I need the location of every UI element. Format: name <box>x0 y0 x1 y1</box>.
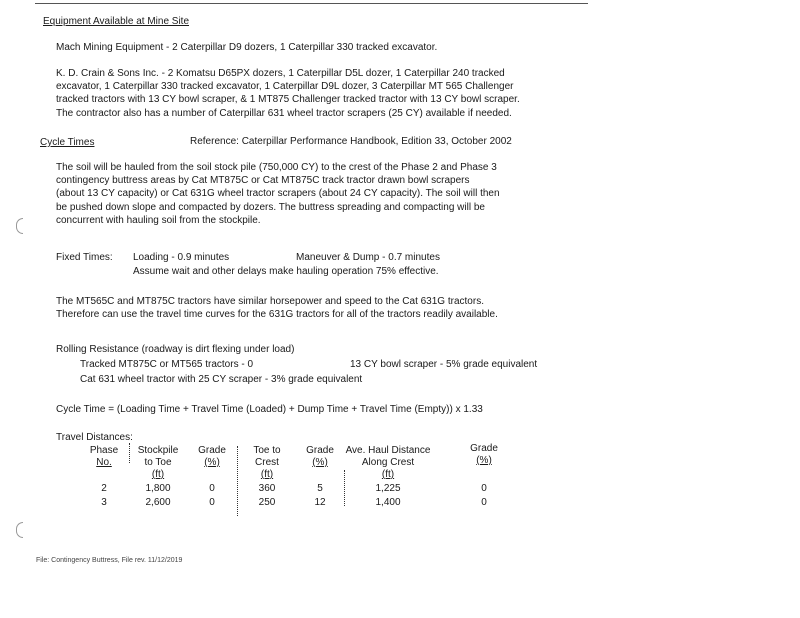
soil-line-2: contingency buttress areas by Cat MT875C or Cat MT875C track tractor drawn bowl scrapers <box>56 175 470 187</box>
table-cell: 0 <box>481 483 487 494</box>
top-rule <box>35 3 588 4</box>
table-header-toe-crest: Toe to Crest (ft) <box>253 445 281 480</box>
table-cell: 0 <box>209 483 215 494</box>
crain-line-3: tracked tractors with 13 CY bowl scraper, & 1 MT875 Challenger tracked tractor with 13 CY bowl scraper. <box>56 94 520 106</box>
table-cell: 5 <box>317 483 323 494</box>
crain-line-1: K. D. Crain & Sons Inc. - 2 Komatsu D65PX dozers, 1 Caterpillar D5L dozer, 1 Caterpillar 240 tracked <box>56 68 505 79</box>
maneuver-dump-time: Maneuver & Dump - 0.7 minutes <box>296 252 440 263</box>
assume-effective: Assume wait and other delays make hauling operation 75% effective. <box>133 266 439 277</box>
soil-line-4: be pushed down slope and compacted by dozers. The buttress spreading and compacting will be <box>56 201 485 213</box>
table-header-phase: Phase No. <box>89 445 119 468</box>
crain-line-2: excavator, 1 Caterpillar 330 tracked excavator, 1 Caterpillar D9L dozer, 3 Caterpillar MT 565 Challenger <box>56 81 514 93</box>
table-header-stockpile: Stockpile to Toe (ft) <box>137 445 179 480</box>
table-cell: 2 <box>101 483 107 494</box>
soil-line-5: concurrent with hauling soil from the stockpile. <box>56 214 261 226</box>
table-cell: 1,800 <box>145 483 171 494</box>
rolling-tracked: Tracked MT875C or MT565 tractors - 0 <box>80 359 254 370</box>
table-cell: 2,600 <box>145 497 171 508</box>
mach-mining-line: Mach Mining Equipment - 2 Caterpillar D9 dozers, 1 Caterpillar 330 tracked excavator. <box>56 42 438 53</box>
loading-time: Loading - 0.9 minutes <box>133 252 230 263</box>
table-cell: 250 <box>258 497 276 508</box>
table-cell: 360 <box>258 483 276 494</box>
table-cell: 1,400 <box>375 497 401 508</box>
reference-line: Reference: Caterpillar Performance Handbook, Edition 33, October 2002 <box>190 136 512 147</box>
fixed-times-label: Fixed Times: <box>56 252 113 263</box>
table-cell: 12 <box>314 497 326 508</box>
footer-file-info: File: Contingency Buttress, File rev. 11/12/2019 <box>36 557 183 564</box>
cycle-times-heading: Cycle Times <box>40 137 95 148</box>
rolling-wheel-tractor: Cat 631 wheel tractor with 25 CY scraper - 3% grade equivalent <box>80 374 363 385</box>
travel-distances-heading: Travel Distances: <box>56 432 133 443</box>
tractor-paragraph <box>56 296 498 322</box>
rolling-bowl-scraper: 13 CY bowl scraper - 5% grade equivalent <box>350 359 538 370</box>
soil-line-3: (about 13 CY capacity) or Cat 631G wheel tractor scrapers (about 24 CY capacity). The soil will then <box>56 188 500 200</box>
table-cell: 3 <box>101 497 107 508</box>
soil-paragraph <box>56 162 500 228</box>
table-divider <box>129 443 130 463</box>
binder-hole-mark <box>16 218 23 234</box>
table-cell: 0 <box>209 497 215 508</box>
binder-hole-mark <box>16 522 23 538</box>
cycle-time-formula: Cycle Time = (Loading Time + Travel Time (Loaded) + Dump Time + Travel Time (Empty)) x 1.33 <box>56 404 483 415</box>
table-cell: 0 <box>481 497 487 508</box>
table-header-grade-1: Grade (%) <box>198 445 226 468</box>
crain-paragraph <box>56 68 520 121</box>
table-divider <box>237 446 238 516</box>
equipment-heading: Equipment Available at Mine Site <box>43 16 190 27</box>
tractor-line-1: The MT565C and MT875C tractors have similar horsepower and speed to the Cat 631G tractors. <box>56 296 484 307</box>
table-header-haul-distance: Ave. Haul Distance Along Crest (ft) <box>345 445 431 480</box>
table-cell: 1,225 <box>375 483 401 494</box>
tractor-line-2: Therefore can use the travel time curves for the 631G tractors for all of the tractors readily available. <box>56 309 498 321</box>
table-header-grade-3: Grade (%) <box>470 443 498 466</box>
soil-line-1: The soil will be hauled from the soil stock pile (750,000 CY) to the crest of the Phase 2 and Phase 3 <box>56 162 497 173</box>
crain-line-4: The contractor also has a number of Caterpillar 631 wheel tractor scrapers (25 CY) available if needed. <box>56 107 512 119</box>
table-header-grade-2: Grade (%) <box>306 445 334 468</box>
rolling-resistance-heading: Rolling Resistance (roadway is dirt flexing under load) <box>56 344 295 355</box>
